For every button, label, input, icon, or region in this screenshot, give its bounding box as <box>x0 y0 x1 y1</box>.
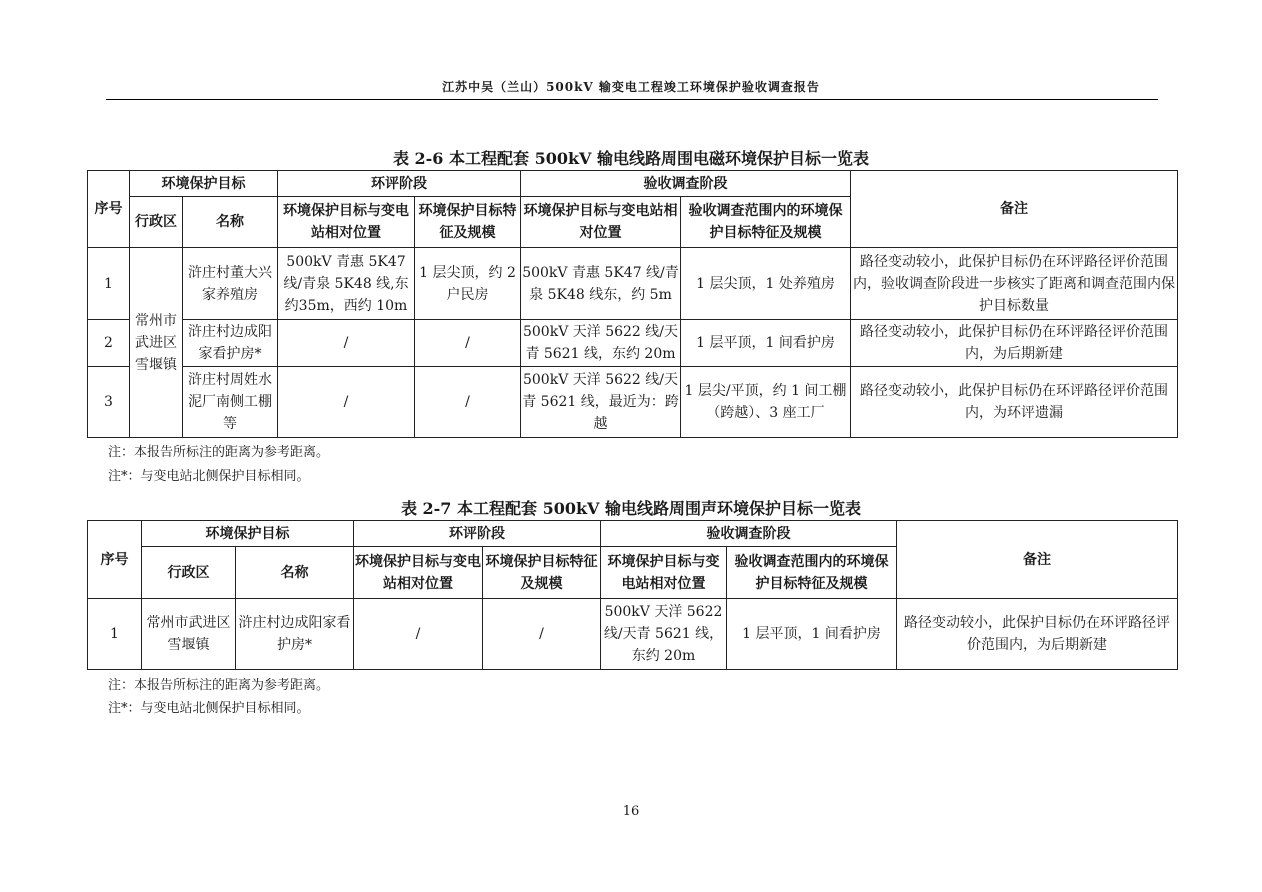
acc-position-header: 环境保护目标与变电站相对位置 <box>601 547 727 599</box>
target-group-header: 环境保护目标 <box>142 521 354 547</box>
eia-feature-cell: / <box>483 599 601 670</box>
eia-stage-header: 环评阶段 <box>278 171 521 197</box>
eia-position-header: 环境保护目标与变电站相对位置 <box>354 547 483 599</box>
table-row <box>88 320 1178 367</box>
remark-cell: 路径变动较小，此保护目标仍在环评路径评价范围内，为后期新建 <box>851 320 1178 367</box>
header-divider <box>106 99 1158 100</box>
table-2-7-title: 表 2-7 本工程配套 500kV 输电线路周围声环境保护目标一览表 <box>400 499 862 518</box>
table-row <box>88 599 1178 670</box>
table-2-6-note-2: 注*：与变电站北侧保护目标相同。 <box>108 469 310 484</box>
report-header-title: 江苏中吴（兰山）500kV 输变电工程竣工环境保护验收调查报告 <box>442 80 820 94</box>
name-cell: 浒庄村边成阳家看护房* <box>236 599 354 670</box>
acceptance-stage-header: 验收调查阶段 <box>521 171 851 197</box>
eia-feature-cell: 1 层尖顶，约 2 户民房 <box>415 248 521 320</box>
eia-feature-header: 环境保护目标特征及规模 <box>483 547 601 599</box>
eia-feature-cell: / <box>415 367 521 438</box>
seq-cell: 1 <box>88 248 130 320</box>
table-2-7-note-1: 注：本报告所标注的距离为参考距离。 <box>108 678 330 693</box>
name-cell: 浒庄村边成阳家看护房* <box>183 320 278 367</box>
acc-position-header: 环境保护目标与变电站相对位置 <box>521 197 681 248</box>
acc-feature-cell: 1 层尖顶，1 处养殖房 <box>681 248 851 320</box>
eia-feature-cell: / <box>415 320 521 367</box>
eia-position-header: 环境保护目标与变电站相对位置 <box>278 197 415 248</box>
eia-position-cell: / <box>354 599 483 670</box>
eia-stage-header: 环评阶段 <box>354 521 601 547</box>
remark-header: 备注 <box>897 521 1178 599</box>
remark-header: 备注 <box>851 171 1178 248</box>
noise-protection-table <box>87 520 1178 670</box>
name-cell: 浒庄村董大兴家养殖房 <box>183 248 278 320</box>
eia-feature-header: 环境保护目标特征及规模 <box>415 197 521 248</box>
remark-cell: 路径变动较小，此保护目标仍在环评路径评价范围内，验收调查阶段进一步核实了距离和调查范围内保护目标数量 <box>851 248 1178 320</box>
acc-feature-header: 验收调查范围内的环境保护目标特征及规模 <box>727 547 897 599</box>
acc-position-cell: 500kV 青惠 5K47 线/青泉 5K48 线东，约 5m <box>521 248 681 320</box>
eia-position-cell: 500kV 青惠 5K47 线/青泉 5K48 线,东约35m，西约 10m <box>278 248 415 320</box>
acc-position-cell: 500kV 天洋 5622 线/天青 5621 线，东约 20m <box>601 599 727 670</box>
name-header: 名称 <box>183 197 278 248</box>
seq-header: 序号 <box>88 171 130 248</box>
seq-cell: 1 <box>88 599 142 670</box>
acc-feature-header: 验收调查范围内的环境保护目标特征及规模 <box>681 197 851 248</box>
eia-position-cell: / <box>278 320 415 367</box>
acc-feature-cell: 1 层平顶，1 间看护房 <box>681 320 851 367</box>
table-2-6-note-1: 注：本报告所标注的距离为参考距离。 <box>108 445 330 460</box>
acc-position-cell: 500kV 天洋 5622 线/天青 5621 线，东约 20m <box>521 320 681 367</box>
district-header: 行政区 <box>130 197 183 248</box>
seq-header: 序号 <box>88 521 142 599</box>
seq-cell: 3 <box>88 367 130 438</box>
name-header: 名称 <box>236 547 354 599</box>
table-row <box>88 367 1178 438</box>
district-cell: 常州市武进区雪堰镇 <box>142 599 236 670</box>
remark-cell: 路径变动较小，此保护目标仍在环评路径评价范围内，为后期新建 <box>897 599 1178 670</box>
table-row <box>88 248 1178 320</box>
table-2-6-title: 表 2-6 本工程配套 500kV 输电线路周围电磁环境保护目标一览表 <box>392 149 870 168</box>
acceptance-stage-header: 验收调查阶段 <box>601 521 897 547</box>
name-cell: 浒庄村周姓水泥厂南侧工棚等 <box>183 367 278 438</box>
remark-cell: 路径变动较小，此保护目标仍在环评路径评价范围内，为环评遗漏 <box>851 367 1178 438</box>
page-number: 16 <box>622 804 640 819</box>
acc-feature-cell: 1 层平顶，1 间看护房 <box>727 599 897 670</box>
em-protection-table <box>87 170 1178 438</box>
acc-position-cell: 500kV 天洋 5622 线/天青 5621 线，最近为：跨越 <box>521 367 681 438</box>
acc-feature-cell: 1 层尖/平顶，约 1 间工棚（跨越）、3 座工厂 <box>681 367 851 438</box>
seq-cell: 2 <box>88 320 130 367</box>
table-2-7-note-2: 注*：与变电站北侧保护目标相同。 <box>108 701 310 716</box>
target-group-header: 环境保护目标 <box>130 171 278 197</box>
district-header: 行政区 <box>142 547 236 599</box>
eia-position-cell: / <box>278 367 415 438</box>
district-cell: 常州市武进区雪堰镇 <box>130 248 183 438</box>
